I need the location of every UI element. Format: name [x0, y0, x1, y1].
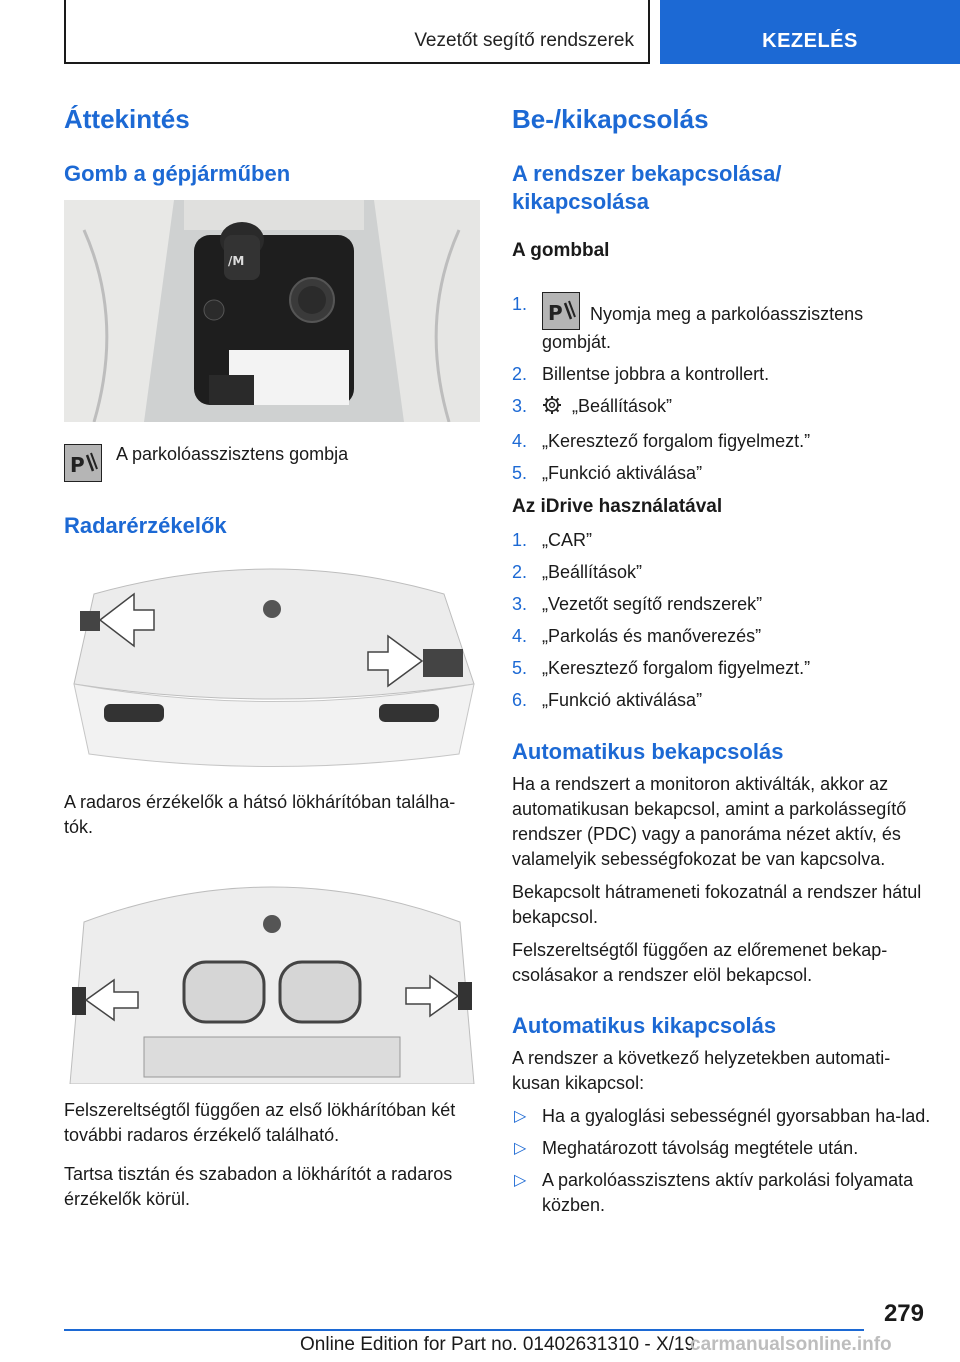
auto-off-list: [512, 1104, 932, 1225]
list-item: [512, 1104, 932, 1129]
bullet-triangle-icon: ▷: [514, 1172, 527, 1189]
step-text: „Funkció aktiválása”: [542, 463, 703, 483]
list-item: [512, 362, 932, 387]
list-item: [512, 624, 932, 649]
park-assist-icon: [64, 444, 102, 482]
list-item: [512, 560, 932, 585]
header-title: Vezetőt segítő rendszerek: [414, 30, 634, 51]
step-number: 4.: [512, 626, 528, 646]
steps-button-list: [512, 292, 932, 493]
section-title-overview: Áttekintés: [64, 104, 190, 134]
step-number: 5.: [512, 658, 528, 678]
heading-button-in-car: Gomb a gépjárműben: [64, 161, 291, 186]
heading-with-button: A gombbal: [512, 240, 610, 261]
step-number: 4.: [512, 431, 528, 451]
step-number: 5.: [512, 463, 528, 483]
bullet-text: A parkolóasszisztens aktív parkolási folyamata közben.: [542, 1170, 914, 1215]
step-number: 2.: [512, 562, 528, 582]
step-text: „Beállítások”: [542, 562, 643, 582]
svg-text:P: P: [548, 301, 563, 325]
console-photo: [64, 200, 480, 422]
heading-with-idrive: Az iDrive használatával: [512, 496, 723, 517]
auto-on-p3: Felszereltségtől függően az előremenet bekap-csolásakor a rendszer elöl bekapcsol.: [512, 940, 888, 985]
svg-text:P: P: [70, 453, 85, 477]
park-assist-icon: [542, 292, 580, 330]
step-text: „Vezetőt segítő rendszerek”: [542, 594, 763, 614]
list-item: [512, 461, 932, 486]
list-item: [512, 1168, 932, 1218]
list-item: [512, 528, 932, 553]
step-text: Billentse jobbra a kontrollert.: [542, 364, 770, 384]
step-text: „Parkolás és manőverezés”: [542, 626, 762, 646]
auto-on-p2: Bekapcsolt hátrameneti fokozatnál a rendszer hátul bekapcsol.: [512, 882, 922, 927]
page-number: 279: [883, 1300, 924, 1327]
step-number: 6.: [512, 690, 528, 710]
list-item: [512, 656, 932, 681]
front-text-1: Felszereltségtől függően az első lökhárítóban két további radaros érzékelő található.: [64, 1100, 456, 1145]
header-frame: [64, 0, 650, 64]
step-number: 1.: [512, 294, 528, 314]
rear-bumper-photo: [64, 554, 480, 776]
list-item: [512, 292, 932, 355]
step-number: 2.: [512, 364, 528, 384]
svg-text:/M: /M: [228, 254, 245, 268]
footer-rule: [64, 1329, 864, 1331]
watermark: carmanualsonline.info: [690, 1334, 892, 1355]
radar-text: A radaros érzékelők a hátsó lökhárítóban találha-tók.: [64, 792, 456, 837]
button-caption: A parkolóasszisztens gombja: [116, 444, 349, 464]
heading-auto-off: Automatikus kikapcsolás: [512, 1013, 777, 1038]
section-title-on-off: Be-/kikapcsolás: [512, 104, 709, 134]
bullet-triangle-icon: ▷: [514, 1140, 527, 1157]
auto-on-p1: Ha a rendszert a monitoron aktiválták, akkor az automatikusan bekapcsol, amint a parkolássegítő rendszer (PDC) vagy a panoráma nézet aktív, és valamelyik sebességfokozat be van kapcsolva.: [512, 774, 907, 869]
bullet-text: Ha a gyaloglási sebességnél gyorsabban ha-lad.: [542, 1106, 931, 1126]
front-bumper-photo: [64, 862, 480, 1084]
step-number: 1.: [512, 530, 528, 550]
bullet-triangle-icon: ▷: [514, 1108, 527, 1125]
list-item: [512, 394, 932, 422]
heading-radar-sensors: Radarérzékelők: [64, 513, 227, 538]
header-tab: [660, 0, 960, 64]
list-item: [512, 1136, 932, 1161]
step-text: „Beállítások”: [572, 396, 673, 416]
auto-off-intro: A rendszer a következő helyzetekben automati-kusan kikapcsol:: [512, 1048, 891, 1093]
header-tab-label: KEZELÉS: [762, 30, 858, 52]
step-number: 3.: [512, 396, 528, 416]
front-text-2: Tartsa tisztán és szabadon a lökhárítót a radaros érzékelők körül.: [64, 1164, 453, 1209]
step-text: „Funkció aktiválása”: [542, 690, 703, 710]
step-text: „Keresztező forgalom figyelmezt.”: [542, 658, 811, 678]
list-item: [512, 688, 932, 713]
step-text: „CAR”: [542, 530, 592, 550]
step-text: Nyomja meg a parkolóasszisztens gombját.: [542, 304, 864, 352]
list-item: [512, 429, 932, 454]
heading-system-on-off: A rendszer bekapcsolása/ kikapcsolása: [512, 161, 782, 214]
step-number: 3.: [512, 594, 528, 614]
step-text: „Keresztező forgalom figyelmezt.”: [542, 431, 811, 451]
bullet-text: Meghatározott távolság megtétele után.: [542, 1138, 859, 1158]
footer-edition: Online Edition for Part no. 01402631310 - X/19: [300, 1334, 696, 1355]
gear-icon: [542, 395, 564, 422]
list-item: [512, 592, 932, 617]
heading-auto-on: Automatikus bekapcsolás: [512, 739, 784, 764]
steps-idrive-list: [512, 528, 932, 720]
